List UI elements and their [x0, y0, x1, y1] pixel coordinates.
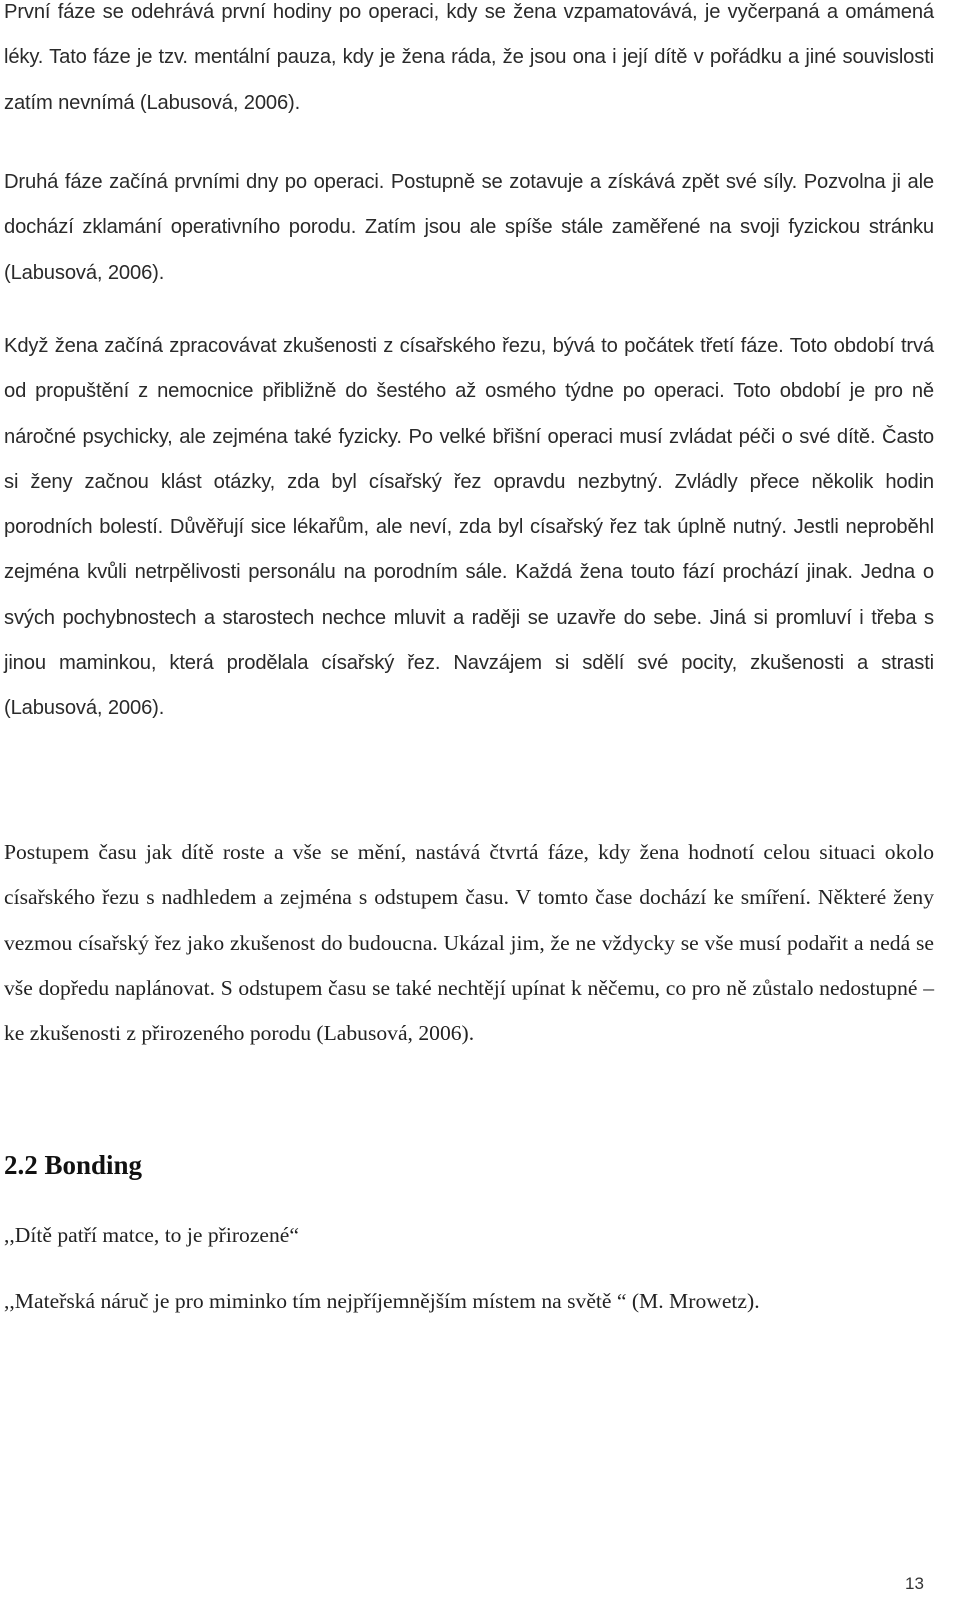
- paragraph-second-phase: Druhá fáze začíná prvními dny po operaci. Postupně se zotavuje a získává zpět své síly. Pozvolna ji ale dochází zklamání operativního porodu. Zatím jsou ale spíše stále zaměřené na svoji fyzickou stránku (Labusová, 2006).: [4, 171, 934, 284]
- paragraph-first-phase: První fáze se odehrává první hodiny po operaci, kdy se žena vzpamatovává, je vyčerpaná a omámená léky. Tato fáze je tzv. mentální pauza, kdy je žena ráda, že jsou ona i její dítě v pořádku a jiné souvislosti zatím nevnímá (Labusová, 2006).: [4, 1, 934, 114]
- section-heading: 2.2 Bonding: [4, 1150, 143, 1180]
- paragraph-third-phase: Když žena začíná zpracovávat zkušenosti z císařského řezu, bývá to počátek třetí fáze. Toto období trvá od propuštění z nemocnice přibližně do šestého až osmého týdne po operaci. Toto období je pro ně náročné psychicky, ale zejména také fyzicky. Po velké břišní operaci musí zvládat péči o své dítě. Často si ženy začnou klást otázky, zda byl císařský řez opravdu nezbytný. Zvládly přece několik hodin porodních bolestí. Důvěřují sice lékařům, ale neví, zda byl císařský řez tak úplně nutný. Jestli neproběhl zejména kvůli netrpělivosti personálu na porodním sále. Každá žena touto fází prochází jinak. Jedna o svých pochybnostech a starostech nechce mluvit a raději se uzavře do sebe. Jiná si promluví i třeba s jinou maminkou, která prodělala císařský řez. Navzájem si sdělí své pocity, zkušenosti a strasti (Labusová, 2006).: [4, 335, 934, 720]
- quote-first: ,,Dítě patří matce, to je přirozené“: [4, 1223, 299, 1247]
- quote-second: ,,Mateřská náruč je pro miminko tím nejpříjemnějším místem na světě “ (M. Mrowetz).: [4, 1289, 760, 1313]
- paragraph-fourth-phase: Postupem času jak dítě roste a vše se mění, nastává čtvrtá fáze, kdy žena hodnotí celou situaci okolo císařského řezu s nadhledem a zejména s odstupem času. V tomto čase dochází ke smíření. Některé ženy vezmou císařský řez jako zkušenost do budoucna. Ukázal jim, že ne vždycky se vše musí podařit a nedá se vše dopředu naplánovat. S odstupem času se také nechtějí upínat k něčemu, co pro ně zůstalo nedostupné – ke zkušenosti z přirozeného porodu (Labusová, 2006).: [4, 840, 934, 1046]
- page-number: 13: [905, 1574, 924, 1593]
